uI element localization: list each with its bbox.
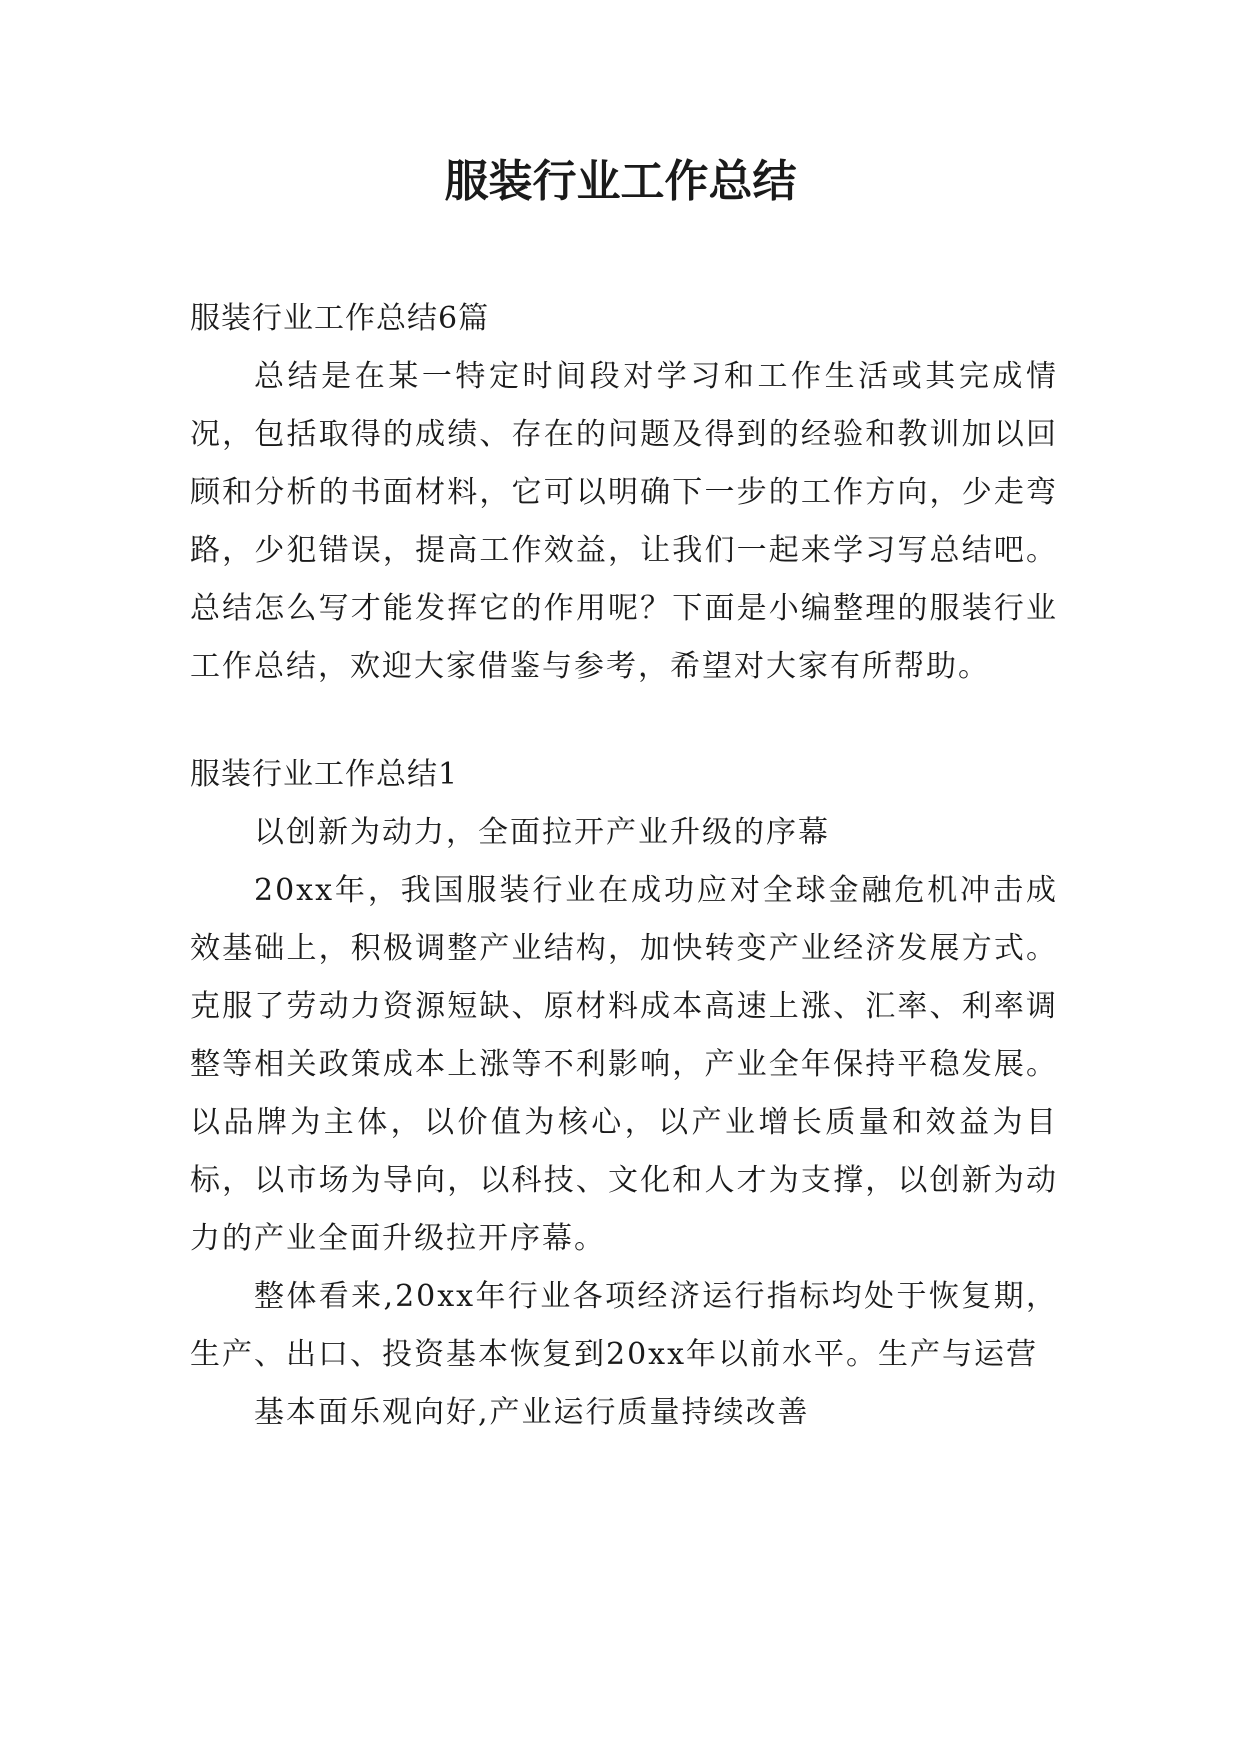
body-paragraph: 基本面乐观向好,产业运行质量持续改善 bbox=[254, 1395, 810, 1430]
body-paragraph: 整体看来,20xx年行业各项经济运行指标均处于恢复期，生产、出口、投资基本恢复到20xx年以前水平。生产与运营 bbox=[190, 1279, 1058, 1372]
section-spacer bbox=[190, 696, 1058, 746]
document-body bbox=[190, 290, 1058, 1442]
document-title: 服装行业工作总结 bbox=[444, 156, 797, 207]
intro-paragraph: 总结是在某一特定时间段对学习和工作生活或其完成情况，包括取得的成绩、存在的问题及得到的经验和教训加以回顾和分析的书面材料，它可以明确下一步的工作方向，少走弯路，少犯错误，提高工作效益，让我们一起来学习写总结吧。总结怎么写才能发挥它的作用呢？下面是小编整理的服装行业工作总结，欢迎大家借鉴与参考，希望对大家有所帮助。 bbox=[190, 359, 1058, 684]
section-lead: 以创新为动力，全面拉开产业升级的序幕 bbox=[254, 815, 830, 850]
document-subtitle: 服装行业工作总结6篇 bbox=[190, 301, 490, 336]
body-paragraph: 20xx年，我国服装行业在成功应对全球金融危机冲击成效基础上，积极调整产业结构，加快转变产业经济发展方式。克服了劳动力资源短缺、原材料成本高速上涨、汇率、利率调整等相关政策成本上涨等不利影响，产业全年保持平稳发展。以品牌为主体，以价值为核心，以产业增长质量和效益为目标，以市场为导向，以科技、文化和人才为支撑，以创新为动力的产业全面升级拉开序幕。 bbox=[190, 873, 1058, 1256]
section-heading: 服装行业工作总结1 bbox=[190, 757, 459, 792]
